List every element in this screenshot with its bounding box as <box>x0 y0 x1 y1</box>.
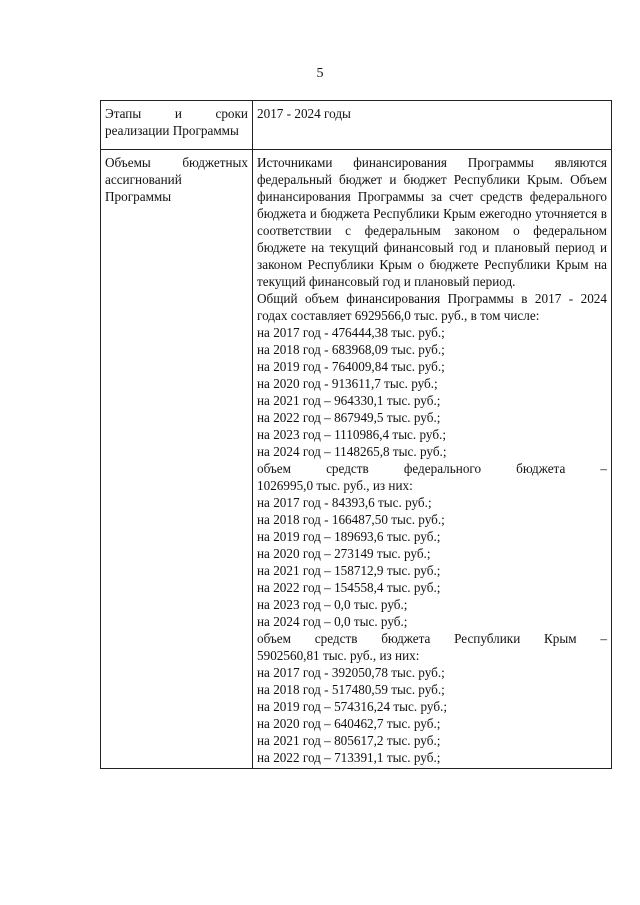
federal-year-line: на 2018 год - 166487,50 тыс. руб.; <box>257 512 445 527</box>
stages-label-word: и <box>174 106 182 121</box>
republic-year-line: на 2022 год – 713391,1 тыс. руб.; <box>257 750 441 765</box>
federal-heading-word: объем <box>257 461 291 476</box>
republic-heading-word: Республики <box>454 631 521 646</box>
federal-heading-word: федерального <box>403 461 482 476</box>
program-passport-table <box>100 100 612 769</box>
republic-heading-word: – <box>600 631 607 646</box>
republic-heading-word: средств <box>314 631 358 646</box>
stages-value-cell <box>253 101 612 150</box>
republic-heading <box>257 630 607 647</box>
total-year-line: на 2018 год - 683968,09 тыс. руб.; <box>257 342 445 357</box>
federal-heading-word: бюджета <box>516 461 566 476</box>
budget-label: Объемы бюджетных ассигнований Программы <box>105 155 248 204</box>
federal-amount: 1026995,0 тыс. руб., из них: <box>257 478 413 493</box>
republic-heading-word: Крым <box>544 631 577 646</box>
stages-label-word: сроки <box>215 106 248 121</box>
republic-heading-word: объем <box>257 631 291 646</box>
stages-row <box>101 101 612 150</box>
total-years-list <box>257 324 607 460</box>
federal-year-line: на 2019 год – 189693,6 тыс. руб.; <box>257 529 441 544</box>
stages-value: 2017 - 2024 годы <box>257 106 351 121</box>
page-number: 5 <box>316 66 324 81</box>
stages-label-cell <box>101 101 253 150</box>
total-year-line: на 2024 год – 1148265,8 тыс. руб.; <box>257 444 447 459</box>
budget-label-cell <box>101 150 253 769</box>
republic-year-line: на 2019 год – 574316,24 тыс. руб.; <box>257 699 447 714</box>
republic-year-line: на 2018 год - 517480,59 тыс. руб.; <box>257 682 445 697</box>
republic-year-line: на 2021 год – 805617,2 тыс. руб.; <box>257 733 441 748</box>
federal-year-line: на 2023 год – 0,0 тыс. руб.; <box>257 597 408 612</box>
federal-year-line: на 2024 год – 0,0 тыс. руб.; <box>257 614 408 629</box>
stages-label-first-line <box>105 105 248 122</box>
federal-heading-word: средств <box>326 461 369 476</box>
federal-year-line: на 2021 год – 158712,9 тыс. руб.; <box>257 563 441 578</box>
stages-label-rest: реализации Программы <box>105 123 239 138</box>
federal-heading-word: – <box>600 461 607 476</box>
republic-years-list <box>257 664 607 766</box>
federal-year-line: на 2020 год – 273149 тыс. руб.; <box>257 546 431 561</box>
total-year-line: на 2019 год - 764009,84 тыс. руб.; <box>257 359 445 374</box>
budget-total-paragraph: Общий объем финансирования Программы в 2017 - 2024 годах составляет 6929566,0 тыс. руб., в том числе: <box>257 291 607 323</box>
total-year-line: на 2017 год - 476444,38 тыс. руб.; <box>257 325 445 340</box>
budget-sources-paragraph: Источниками финансирования Программы являются федеральный бюджет и бюджет Республики Крым. Объем финансирования Программы за счет средств федерального бюджета и бюджета Республики Крым ежегодно уточняется в соответствии с федеральным законом о федеральном бюджете на текущий финансовый год и плановый период и законом Республики Крым о бюджете Республики Крым на текущий финансовый год и плановый период. <box>257 155 607 289</box>
stages-label-word: Этапы <box>105 106 142 121</box>
total-year-line: на 2021 год – 964330,1 тыс. руб.; <box>257 393 441 408</box>
federal-years-list <box>257 494 607 630</box>
total-year-line: на 2020 год - 913611,7 тыс. руб.; <box>257 376 438 391</box>
republic-amount: 5902560,81 тыс. руб., из них: <box>257 648 420 663</box>
budget-value-cell <box>253 150 612 769</box>
total-year-line: на 2023 год – 1110986,4 тыс. руб.; <box>257 427 447 442</box>
total-year-line: на 2022 год – 867949,5 тыс. руб.; <box>257 410 441 425</box>
republic-year-line: на 2017 год - 392050,78 тыс. руб.; <box>257 665 445 680</box>
federal-year-line: на 2022 год – 154558,4 тыс. руб.; <box>257 580 441 595</box>
budget-row <box>101 150 612 769</box>
federal-heading <box>257 460 607 477</box>
republic-year-line: на 2020 год – 640462,7 тыс. руб.; <box>257 716 441 731</box>
republic-heading-word: бюджета <box>381 631 431 646</box>
federal-year-line: на 2017 год - 84393,6 тыс. руб.; <box>257 495 432 510</box>
